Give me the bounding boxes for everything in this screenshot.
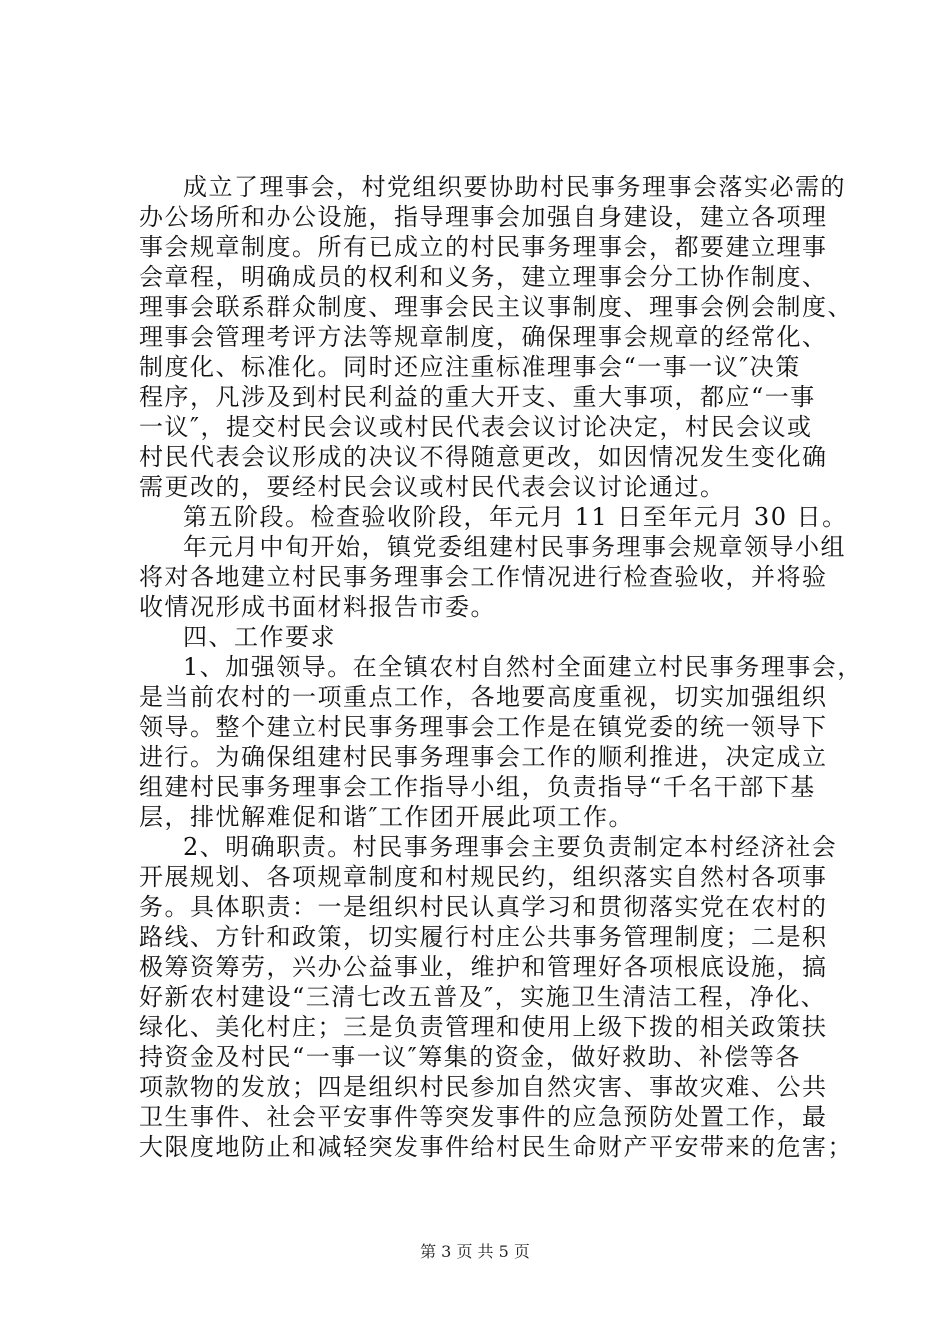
- text-line: 路线、方针和政策，切实履行村庄公共事务管理制度；二是积: [139, 923, 828, 951]
- text-line: 会章程，明确成员的权利和义务，建立理事会分工协作制度、: [139, 263, 828, 291]
- text-line: 开展规划、各项规章制度和村规民约，组织落实自然村各项事: [139, 863, 828, 891]
- text-line: 大限度地防止和减轻突发事件给村民生命财产平安带来的危害；: [139, 1133, 853, 1161]
- text-line: 程序，凡涉及到村民利益的重大开支、重大事项，都应“一事: [139, 383, 816, 411]
- text-line: 持资金及村民“一事一议″筹集的资金，做好救助、补偿等各: [139, 1043, 801, 1071]
- text-line: 1、加强领导。在全镇农村自然村全面建立村民事务理事会，: [183, 653, 863, 681]
- text-line: 进行。为确保组建村民事务理事会工作的顺利推进，决定成立: [139, 743, 828, 771]
- text-line: 第五阶段。检查验收阶段，年元月 11 日至年元月 30 日。: [183, 503, 848, 531]
- text-line: 组建村民事务理事会工作指导小组，负责指导“千名干部下基: [139, 773, 816, 801]
- page-footer: 第 3 页 共 5 页: [420, 1242, 530, 1261]
- text-line: 事会规章制度。所有已成立的村民事务理事会，都要建立理事: [139, 233, 828, 261]
- text-line: 村民代表会议形成的决议不得随意更改，如因情况发生变化确: [139, 443, 828, 471]
- text-line: 成立了理事会，村党组织要协助村民事务理事会落实必需的: [183, 173, 846, 201]
- text-line: 是当前农村的一项重点工作，各地要高度重视，切实加强组织: [139, 683, 828, 711]
- text-line: 项款物的发放；四是组织村民参加自然灾害、事故灾难、公共: [139, 1073, 828, 1101]
- text-line: 理事会联系群众制度、理事会民主议事制度、理事会例会制度、: [139, 293, 853, 321]
- text-line: 一议″，提交村民会议或村民代表会议讨论决定，村民会议或: [139, 413, 813, 441]
- text-line: 层，排忧解难促和谐″工作团开展此项工作。: [139, 803, 634, 831]
- text-line: 制度化、标准化。同时还应注重标准理事会“一事一议″决策: [139, 353, 801, 381]
- text-line: 绿化、美化村庄；三是负责管理和使用上级下拨的相关政策扶: [139, 1013, 828, 1041]
- text-line: 办公场所和办公设施，指导理事会加强自身建设，建立各项理: [139, 203, 828, 231]
- text-line: 务。具体职责：一是组织村民认真学习和贯彻落实党在农村的: [139, 893, 828, 921]
- text-line: 年元月中旬开始，镇党委组建村民事务理事会规章领导小组: [183, 533, 846, 561]
- text-line: 将对各地建立村民事务理事会工作情况进行检查验收，并将验: [139, 563, 828, 591]
- text-line: 四、工作要求: [183, 623, 336, 651]
- text-line: 理事会管理考评方法等规章制度，确保理事会规章的经常化、: [139, 323, 828, 351]
- text-line: 需更改的，要经村民会议或村民代表会议讨论通过。: [139, 473, 726, 501]
- document-body: [139, 172, 863, 1162]
- text-line: 收情况形成书面材料报告市委。: [139, 593, 496, 621]
- text-line: 好新农村建设“三清七改五普及″，实施卫生清洁工程，净化、: [139, 983, 827, 1011]
- text-line: 2、明确职责。村民事务理事会主要负责制定本村经济社会: [183, 833, 838, 861]
- text-line: 卫生事件、社会平安事件等突发事件的应急预防处置工作，最: [139, 1103, 828, 1131]
- text-line: 领导。整个建立村民事务理事会工作是在镇党委的统一领导下: [139, 713, 828, 741]
- text-line: 极筹资筹劳，兴办公益事业，维护和管理好各项根底设施，搞: [139, 953, 828, 981]
